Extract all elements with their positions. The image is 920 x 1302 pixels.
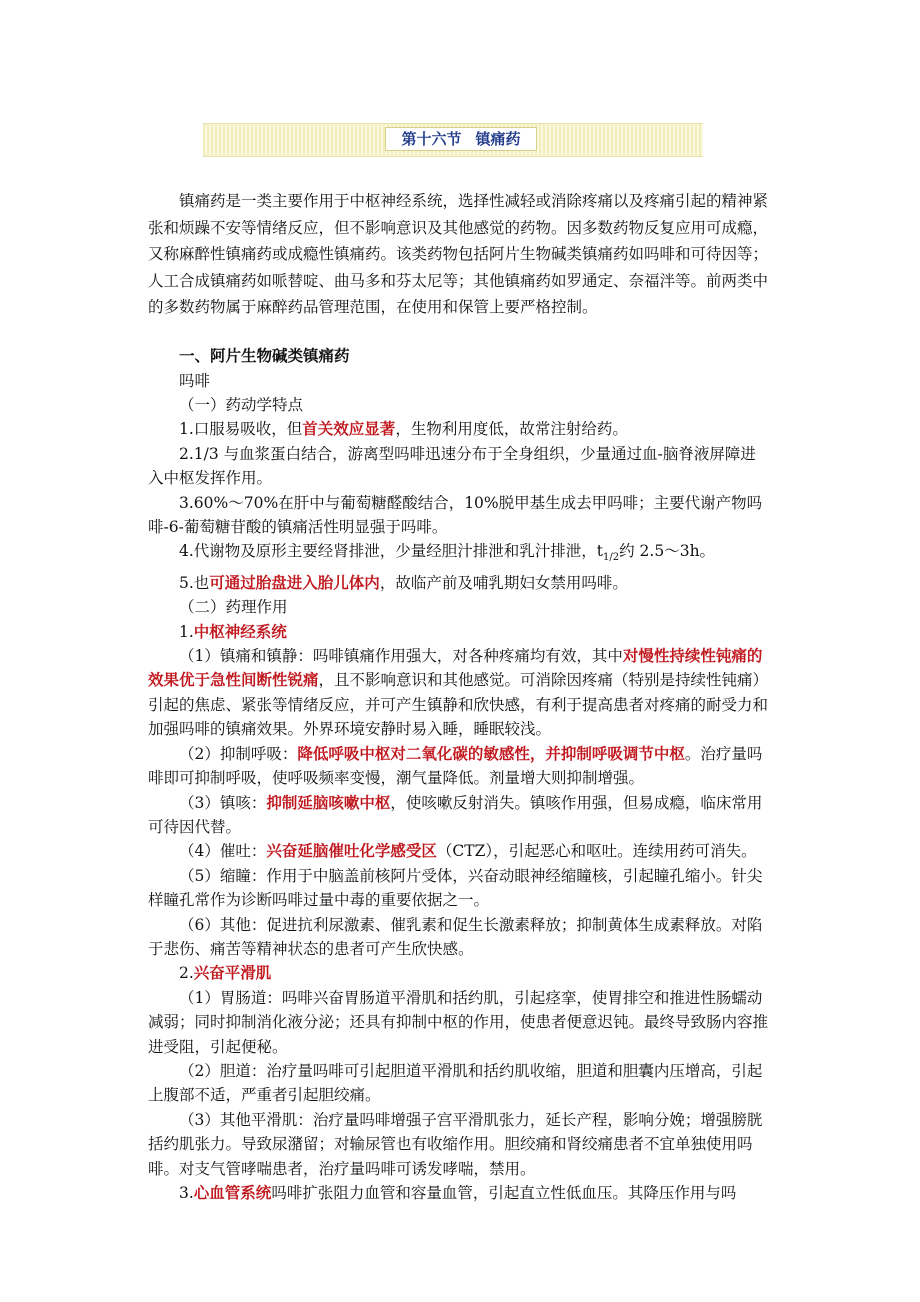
heading-opioid-alkaloids: 一、阿片生物碱类镇痛药 [179, 346, 350, 365]
document-body [148, 188, 768, 1205]
smooth-biliary: （2）胆道：治疗量吗啡可引起胆道平滑肌和括约肌收缩，胆道和胆囊内压增高，引起上腹部不适，严重者引起胆绞痛。 [148, 1061, 763, 1105]
pk-item-4: 4.代谢物及原形主要经肾排泄，少量经胆汁排泄和乳汁排泄，$t_{1/2}$约 2.5～3h。 [179, 542, 716, 564]
highlight: 首关效应显著 [302, 420, 396, 439]
cns-respiration: （2）抑制呼吸：降低呼吸中枢对二氧化碳的敏感性，并抑制呼吸调节中枢。治疗量吗啡即可抑制呼吸，使呼吸频率变慢，潮气量降低。剂量增大则抑制增强。 [148, 744, 763, 788]
pk-item-2: 2.1/3 与血浆蛋白结合，游离型吗啡迅速分布于全身组织，少量通过血-脑脊液屏障进入中枢发挥作用。 [148, 444, 756, 488]
smooth-other: （3）其他平滑肌：治疗量吗啡增强子宫平滑肌张力，延长产程，影响分娩；增强膀胱括约肌张力。导致尿潴留；对输尿管也有收缩作用。胆绞痛和肾绞痛患者不宜单独使用吗啡。对支气管哮喘患者，治疗量吗啡可诱发哮喘，禁用。 [148, 1110, 763, 1178]
highlight: 降低呼吸中枢对二氧化碳的敏感性，并抑制呼吸调节中枢 [297, 744, 685, 763]
cns-emetic: （4）催吐：兴奋延脑催吐化学感受区（CTZ），引起恶心和呕吐。连续用药可消失。 [179, 842, 757, 861]
drug-name: 吗啡 [179, 371, 211, 390]
section-title-box [385, 127, 537, 151]
intro-paragraph: 镇痛药是一类主要作用于中枢神经系统，选择性减轻或消除疼痛以及疼痛引起的精神紧张和烦躁不安等情绪反应，但不影响意识及其他感觉的药物。因多数药物反复应用可成瘾，又称麻醉性镇痛药或成瘾性镇痛药。该类药物包括阿片生物碱类镇痛药如吗啡和可待因等；人工合成镇痛药如哌替啶、曲马多和芬太尼等；其他镇痛药如罗通定、奈福泮等。前两类中的多数药物属于麻醉药品管理范围，在使用和保管上要严格控制。 [148, 192, 769, 316]
highlight: 中枢神经系统 [193, 622, 287, 641]
highlight: 心血管系统 [193, 1184, 272, 1202]
smooth-muscle-subheading: 2.兴奋平滑肌 [179, 964, 272, 983]
highlight: 抑制延脑咳嗽中枢 [266, 793, 391, 812]
pk-item-5: 5.也可通过胎盘进入胎儿体内，故临产前及哺乳期妇女禁用吗啡。 [179, 573, 628, 592]
cns-other: （6）其他：促进抗利尿激素、催乳素和促生长激素释放；抑制黄体生成素释放。对陷于悲伤、痛苦等精神状态的患者可产生欣快感。 [148, 915, 763, 958]
pk-title: （一）药动学特点 [179, 395, 304, 414]
highlight: 可通过胎盘进入胎儿体内 [209, 573, 380, 592]
highlight: 兴奋延脑催吐化学感受区 [266, 842, 437, 861]
highlight: 兴奋平滑肌 [193, 964, 272, 983]
cns-analgesia: （1）镇痛和镇静：吗啡镇痛作用强大，对各种疼痛均有效，其中对慢性持续性钝痛的效果优于急性间断性锐痛，且不影响意识和其他感觉。可消除因疼痛（特别是持续性钝痛）引起的焦虑、紧张等情绪反应，并可产生镇静和欣快感，有利于提高患者对疼痛的耐受力和加强吗啡的镇痛效果。外界环境安静时易入睡，睡眠较浅。 [148, 647, 769, 739]
section-banner [203, 123, 703, 157]
cardiovascular-paragraph: 3.心血管系统吗啡扩张阻力血管和容量血管，引起直立性低血压。其降压作用与吗 [179, 1184, 737, 1202]
intro-block [148, 188, 768, 321]
pk-item-3: 3.60%～70%在肝中与葡萄糖醛酸结合，10%脱甲基生成去甲吗啡；主要代谢产物吗啡-6-葡萄糖苷酸的镇痛活性明显强于吗啡。 [148, 493, 763, 536]
highlight: 对慢性持续性钝痛的效果优于急性间断性锐痛 [148, 647, 763, 690]
smooth-gi: （1）胃肠道：吗啡兴奋胃肠道平滑肌和括约肌，引起痉挛，使胃排空和推进性肠蠕动减弱；同时抑制消化液分泌；还具有抑制中枢的作用，使患者便意迟钝。最终导致肠内容推进受阻，引起便秘。 [148, 988, 769, 1056]
cns-antitussive: （3）镇咳：抑制延脑咳嗽中枢，使咳嗽反射消失。镇咳作用强，但易成瘾，临床常用可待因代替。 [148, 793, 763, 836]
pd-title: （二）药理作用 [179, 598, 288, 617]
pk-item-1: 1.口服易吸收，但首关效应显著，生物利用度低，故常注射给药。 [179, 420, 628, 439]
section-title: 镇痛药 [475, 130, 521, 148]
section-number: 第十六节 [401, 130, 462, 148]
cns-subheading: 1.中枢神经系统 [179, 622, 287, 641]
cns-miosis: （5）缩瞳：作用于中脑盖前核阿片受体，兴奋动眼神经缩瞳核，引起瞳孔缩小。针尖样瞳孔常作为诊断吗啡过量中毒的重要依据之一。 [148, 866, 763, 910]
